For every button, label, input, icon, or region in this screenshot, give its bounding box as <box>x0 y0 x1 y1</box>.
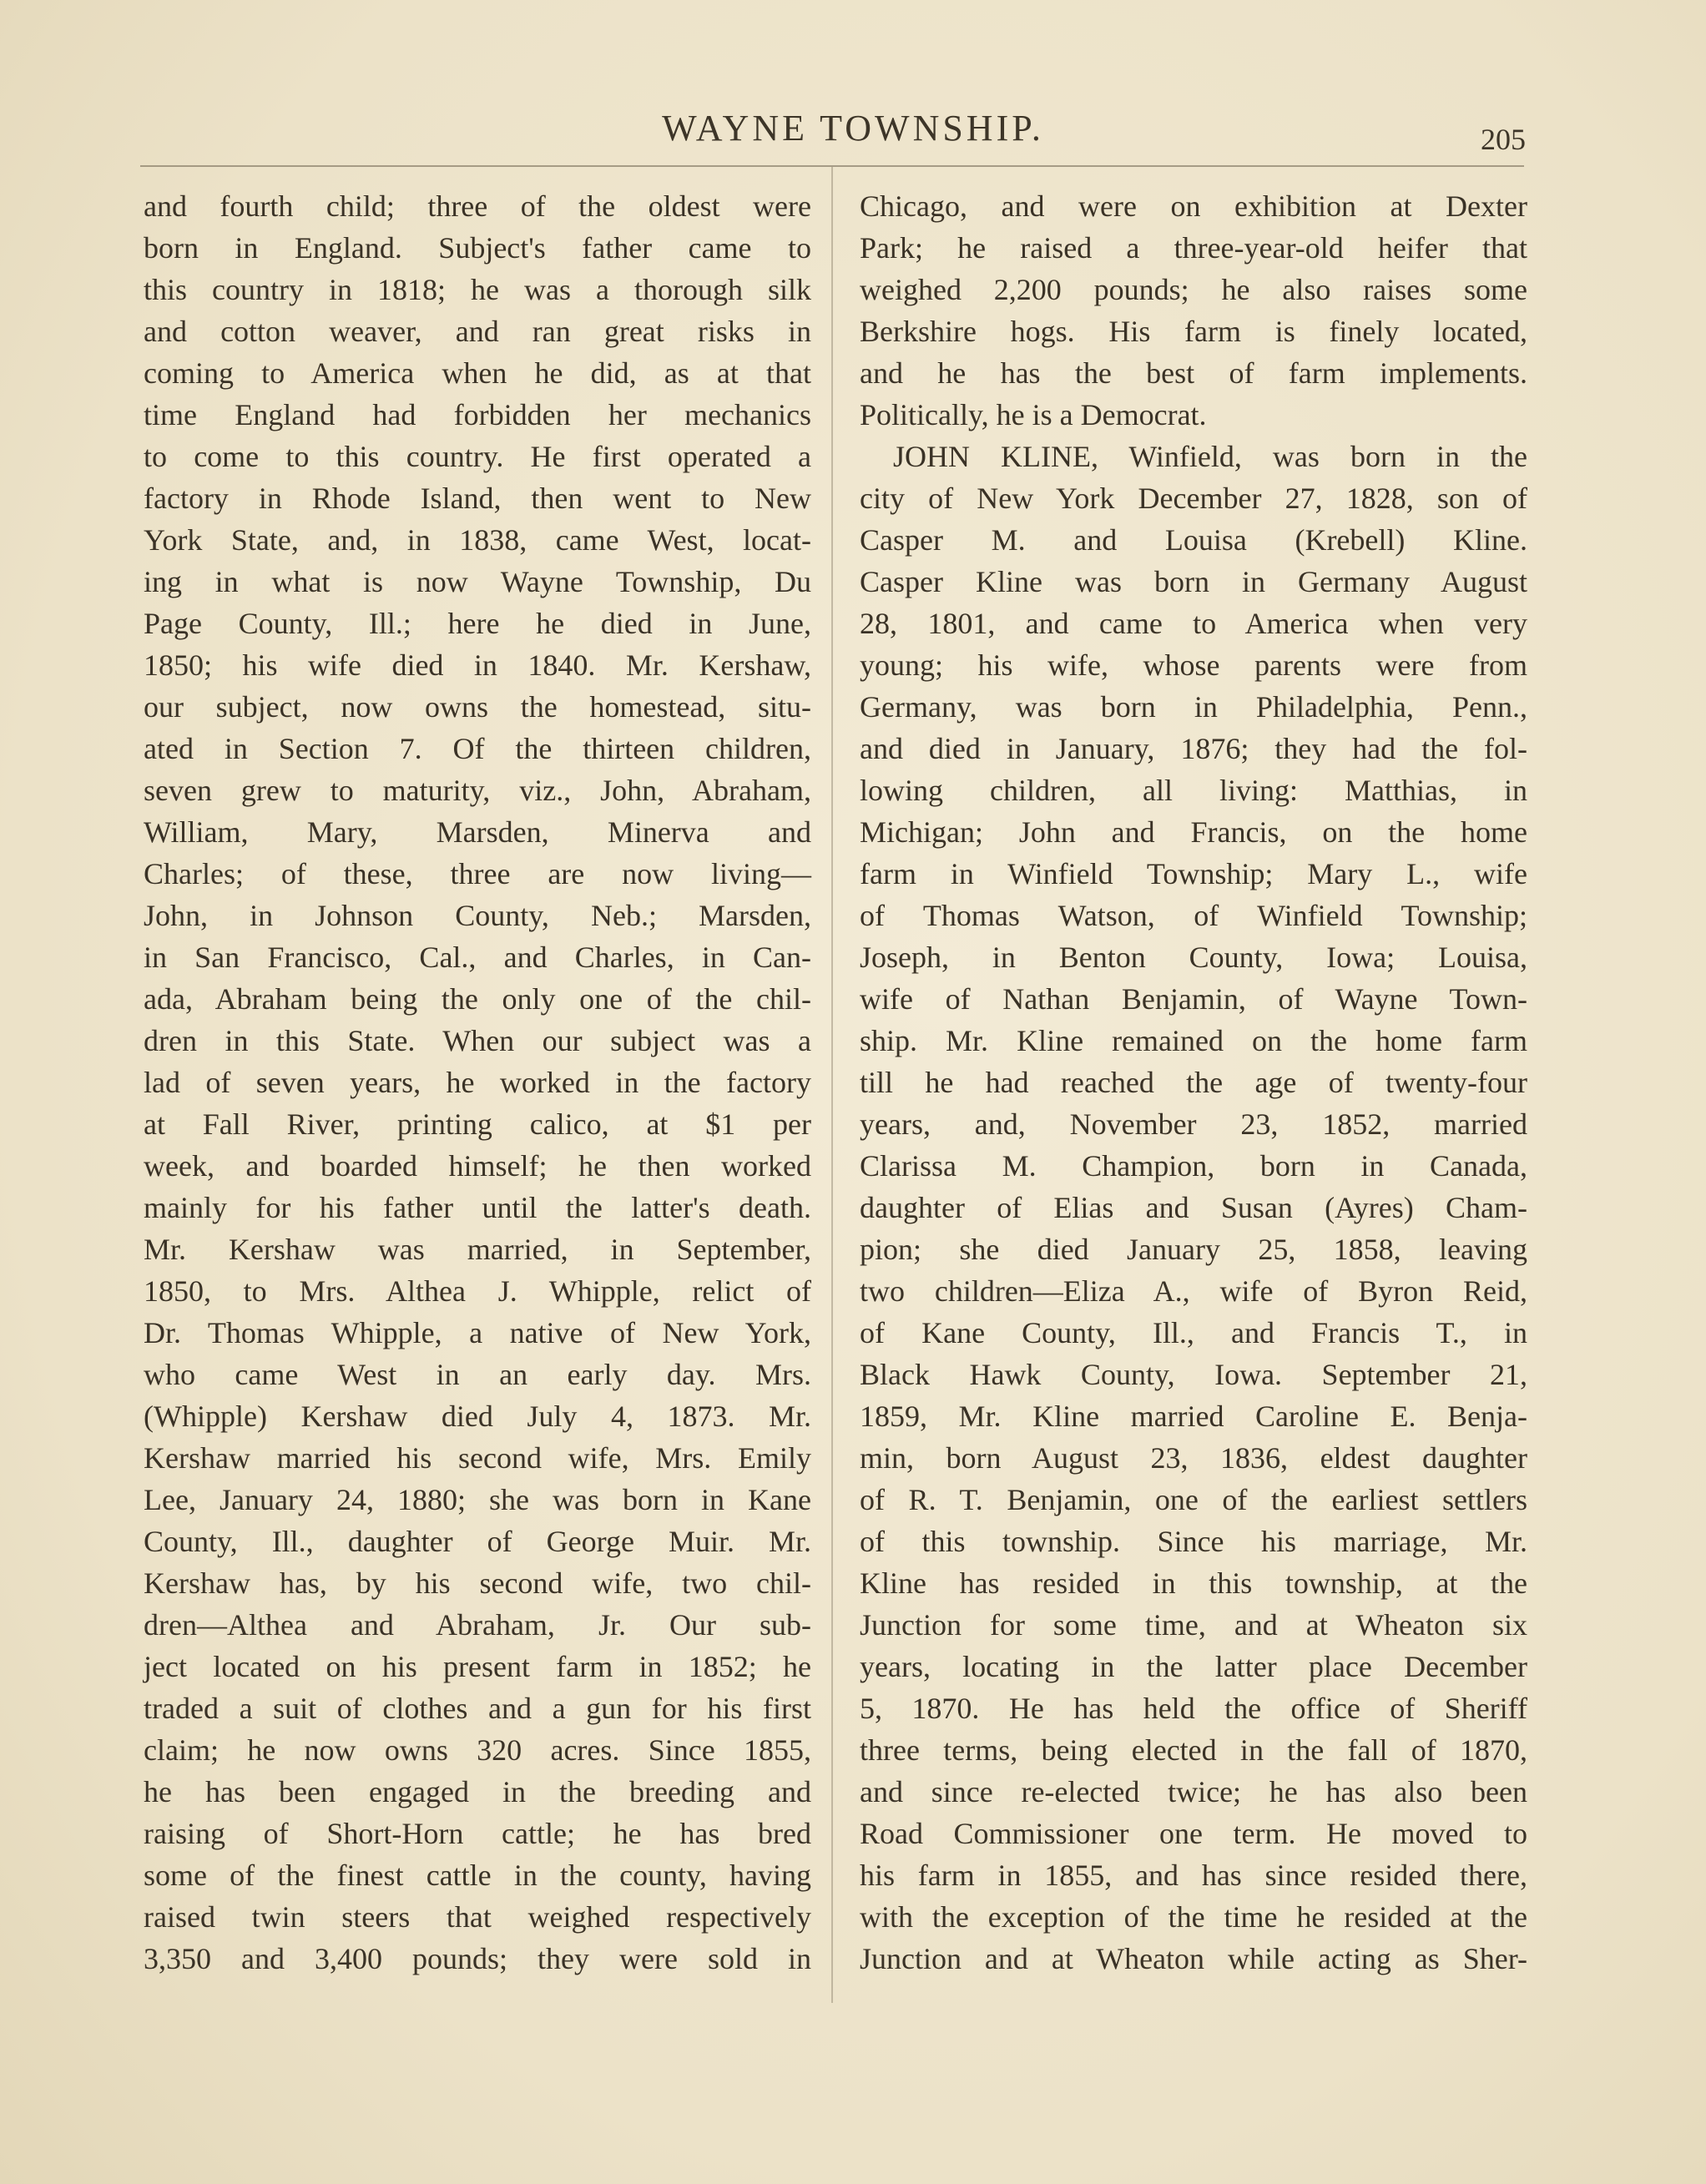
text-line: Charles; of these, three are now living— <box>144 857 811 890</box>
text-line: lad of seven years, he worked in the factory <box>144 1066 811 1099</box>
text-line: this country in 1818; he was a thorough silk <box>144 273 811 306</box>
text-line: Joseph, in Benton County, Iowa; Louisa, <box>860 941 1527 974</box>
text-line: ada, Abraham being the only one of the chil- <box>144 982 811 1016</box>
text-line: young; his wife, whose parents were from <box>860 648 1527 682</box>
text-line: Kershaw married his second wife, Mrs. Emily <box>144 1441 811 1475</box>
text-line: weighed 2,200 pounds; he also raises some <box>860 273 1527 306</box>
text-line: 5, 1870. He has held the office of Sheriff <box>860 1692 1527 1725</box>
text-line: (Whipple) Kershaw died July 4, 1873. Mr. <box>144 1400 811 1433</box>
text-line: our subject, now owns the homestead, situ- <box>144 690 811 724</box>
text-line: Black Hawk County, Iowa. September 21, <box>860 1358 1527 1391</box>
text-line: some of the finest cattle in the county, having <box>144 1859 811 1892</box>
text-line: min, born August 23, 1836, eldest daughter <box>860 1441 1527 1475</box>
text-line: Politically, he is a Democrat. <box>860 398 1207 431</box>
text-line: Kershaw has, by his second wife, two chil- <box>144 1566 811 1600</box>
text-line: Lee, January 24, 1880; she was born in Kane <box>144 1483 811 1516</box>
text-line: Berkshire hogs. His farm is finely located, <box>860 315 1527 348</box>
text-line: years, locating in the latter place December <box>860 1650 1527 1683</box>
text-line: ing in what is now Wayne Township, Du <box>144 565 811 598</box>
text-line: Casper Kline was born in Germany August <box>860 565 1527 598</box>
text-line: and since re-elected twice; he has also been <box>860 1775 1527 1808</box>
text-line: time England had forbidden her mechanics <box>144 398 811 431</box>
text-line: born in England. Subject's father came to <box>144 231 811 265</box>
text-line: 3,350 and 3,400 pounds; they were sold in <box>144 1942 811 1975</box>
text-line: Michigan; John and Francis, on the home <box>860 815 1527 849</box>
text-line: mainly for his father until the latter's death. <box>144 1191 811 1224</box>
text-line: Page County, Ill.; here he died in June, <box>144 607 811 640</box>
text-line: at Fall River, printing calico, at $1 per <box>144 1107 811 1141</box>
text-line: Clarissa M. Champion, born in Canada, <box>860 1149 1527 1183</box>
text-line: ject located on his present farm in 1852; he <box>144 1650 811 1683</box>
column-divider <box>831 167 833 2003</box>
text-line: Dr. Thomas Whipple, a native of New York, <box>144 1316 811 1349</box>
text-line: coming to America when he did, as at that <box>144 356 811 390</box>
text-line: traded a suit of clothes and a gun for his first <box>144 1692 811 1725</box>
text-line: and fourth child; three of the oldest were <box>144 189 811 223</box>
text-line: John, in Johnson County, Neb.; Marsden, <box>144 899 811 932</box>
text-line: and died in January, 1876; they had the fol- <box>860 732 1527 765</box>
text-line: farm in Winfield Township; Mary L., wife <box>860 857 1527 890</box>
text-line: factory in Rhode Island, then went to New <box>144 482 811 515</box>
text-line: Casper M. and Louisa (Krebell) Kline. <box>860 523 1527 557</box>
text-line: raising of Short-Horn cattle; he has bred <box>144 1817 811 1850</box>
text-line: 1859, Mr. Kline married Caroline E. Benja- <box>860 1400 1527 1433</box>
text-line: Road Commissioner one term. He moved to <box>860 1817 1527 1850</box>
text-line: pion; she died January 25, 1858, leaving <box>860 1233 1527 1266</box>
text-line: raised twin steers that weighed respectively <box>144 1900 811 1934</box>
text-line: city of New York December 27, 1828, son of <box>860 482 1527 515</box>
text-line: and he has the best of farm implements. <box>860 356 1527 390</box>
text-line: three terms, being elected in the fall of 1870, <box>860 1733 1527 1767</box>
text-line: week, and boarded himself; he then worked <box>144 1149 811 1183</box>
text-line: he has been engaged in the breeding and <box>144 1775 811 1808</box>
text-line: lowing children, all living: Matthias, in <box>860 774 1527 807</box>
text-line: of R. T. Benjamin, one of the earliest settlers <box>860 1483 1527 1516</box>
text-line: dren in this State. When our subject was a <box>144 1024 811 1057</box>
text-line: York State, and, in 1838, came West, locat- <box>144 523 811 557</box>
left-column <box>144 185 811 1980</box>
right-column <box>860 185 1527 1980</box>
text-line: Mr. Kershaw was married, in September, <box>144 1233 811 1266</box>
text-line: County, Ill., daughter of George Muir. Mr. <box>144 1525 811 1558</box>
text-line: 1850; his wife died in 1840. Mr. Kershaw, <box>144 648 811 682</box>
text-line: and cotton weaver, and ran great risks in <box>144 315 811 348</box>
text-line: two children—Eliza A., wife of Byron Reid, <box>860 1274 1527 1308</box>
page-number: 205 <box>1481 123 1526 156</box>
text-line: 28, 1801, and came to America when very <box>860 607 1527 640</box>
text-line: Park; he raised a three-year-old heifer that <box>860 231 1527 265</box>
text-line: Chicago, and were on exhibition at Dexter <box>860 189 1527 223</box>
text-line: years, and, November 23, 1852, married <box>860 1107 1527 1141</box>
text-line: William, Mary, Marsden, Minerva and <box>144 815 811 849</box>
text-line: Junction and at Wheaton while acting as Sher- <box>860 1942 1527 1975</box>
text-line: with the exception of the time he resided at the <box>860 1900 1527 1934</box>
text-line: seven grew to maturity, viz., John, Abraham, <box>144 774 811 807</box>
text-line: JOHN KLINE, Winfield, was born in the <box>893 440 1527 473</box>
text-line: dren—Althea and Abraham, Jr. Our sub- <box>144 1608 811 1642</box>
text-line: 1850, to Mrs. Althea J. Whipple, relict of <box>144 1274 811 1308</box>
text-line: ship. Mr. Kline remained on the home farm <box>860 1024 1527 1057</box>
text-line: in San Francisco, Cal., and Charles, in Can- <box>144 941 811 974</box>
text-line: daughter of Elias and Susan (Ayres) Cham- <box>860 1191 1527 1224</box>
text-line: Germany, was born in Philadelphia, Penn., <box>860 690 1527 724</box>
text-line: of Kane County, Ill., and Francis T., in <box>860 1316 1527 1349</box>
text-line: claim; he now owns 320 acres. Since 1855, <box>144 1733 811 1767</box>
text-line: to come to this country. He first operated a <box>144 440 811 473</box>
text-line: his farm in 1855, and has since resided there, <box>860 1859 1527 1892</box>
text-line: wife of Nathan Benjamin, of Wayne Town- <box>860 982 1527 1016</box>
text-line: who came West in an early day. Mrs. <box>144 1358 811 1391</box>
text-line: ated in Section 7. Of the thirteen children, <box>144 732 811 765</box>
text-line: of this township. Since his marriage, Mr. <box>860 1525 1527 1558</box>
text-line: Junction for some time, and at Wheaton six <box>860 1608 1527 1642</box>
text-line: Kline has resided in this township, at the <box>860 1566 1527 1600</box>
text-line: till he had reached the age of twenty-four <box>860 1066 1527 1099</box>
text-line: of Thomas Watson, of Winfield Township; <box>860 899 1527 932</box>
running-head: WAYNE TOWNSHIP. <box>662 108 1044 149</box>
